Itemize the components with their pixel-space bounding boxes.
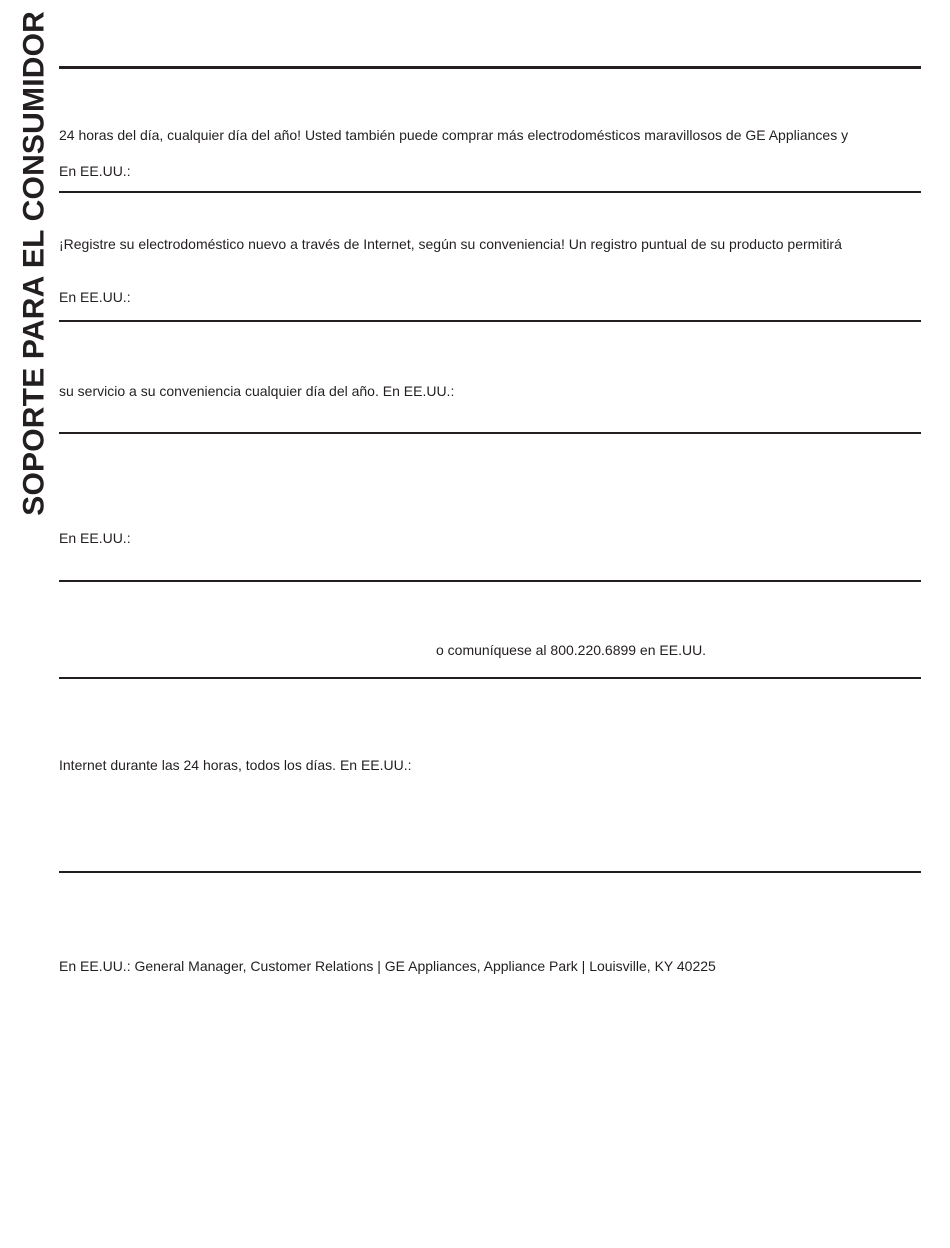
- section-1-line-1: 24 horas del día, cualquier día del año! Usted también puede comprar más electrodomésticos maravillosos de GE Appliances y: [59, 127, 849, 143]
- section-divider-6: [59, 871, 921, 873]
- section-divider-2: [59, 320, 921, 322]
- section-7-line-1: En EE.UU.: General Manager, Customer Relations | GE Appliances, Appliance Park | Louisville, KY 40225: [59, 958, 716, 974]
- section-divider-3: [59, 432, 921, 434]
- section-2-line-2: En EE.UU.:: [59, 289, 131, 305]
- section-1-line-2: En EE.UU.:: [59, 163, 131, 179]
- section-6-line-1: Internet durante las 24 horas, todos los días. En EE.UU.:: [59, 757, 412, 773]
- section-divider-5: [59, 677, 921, 679]
- section-divider-1: [59, 191, 921, 193]
- section-divider-4: [59, 580, 921, 582]
- section-5-line-1: o comuníquese al 800.220.6899 en EE.UU.: [436, 642, 707, 658]
- section-divider-top: [59, 66, 921, 69]
- section-2-line-1: ¡Registre su electrodoméstico nuevo a través de Internet, según su conveniencia! Un registro puntual de su producto permitirá: [59, 236, 842, 252]
- section-4-line-1: En EE.UU.:: [59, 530, 131, 546]
- section-3-line-1: su servicio a su conveniencia cualquier día del año. En EE.UU.:: [59, 383, 455, 399]
- sidebar-title: SOPORTE PARA EL CONSUMIDOR: [18, 11, 51, 516]
